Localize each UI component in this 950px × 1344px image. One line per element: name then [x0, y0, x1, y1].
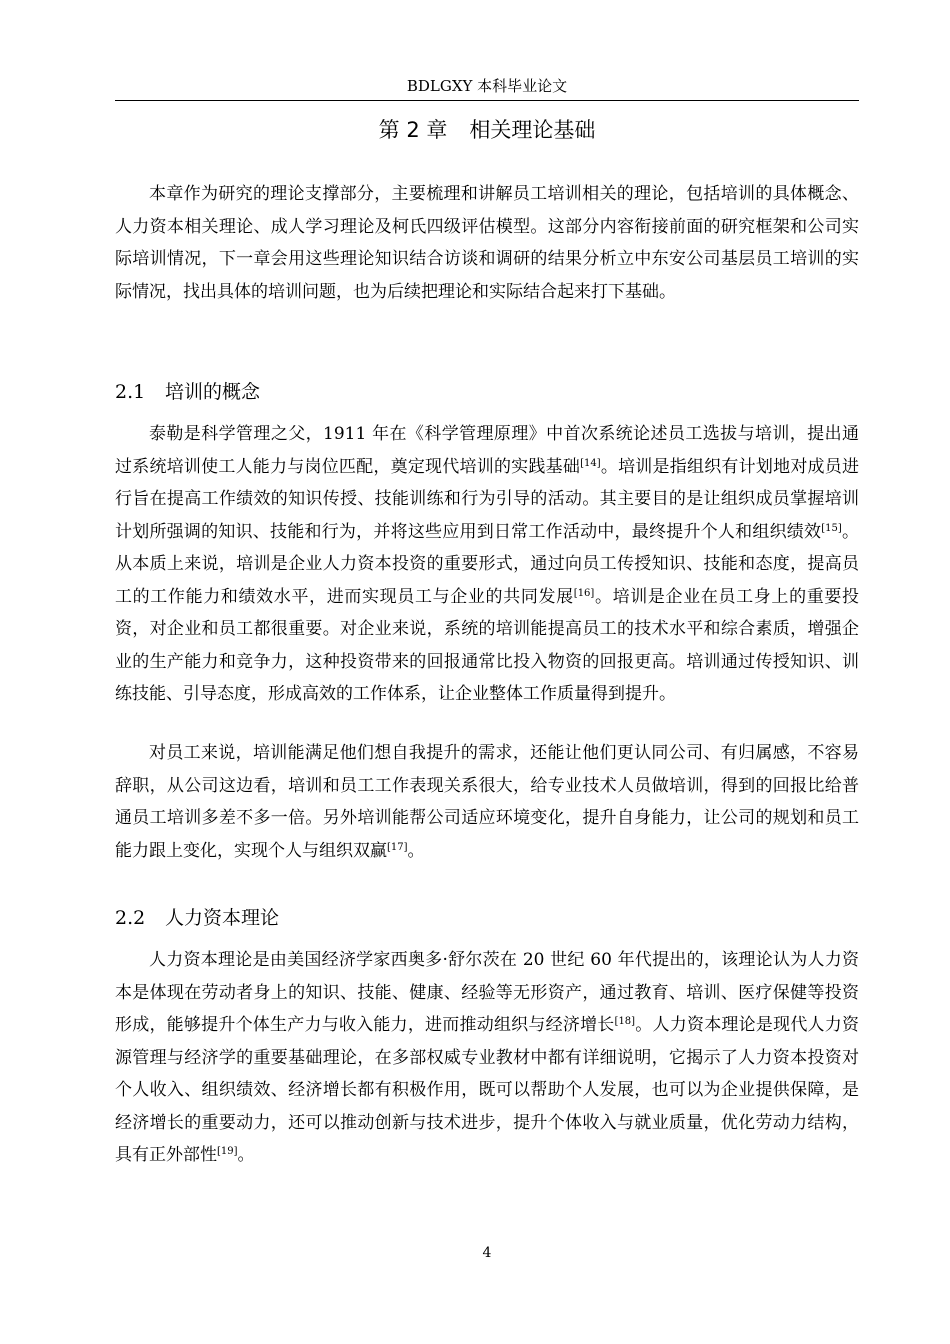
- intro-paragraph: 本章作为研究的理论支撑部分，主要梳理和讲解员工培训相关的理论，包括培训的具体概念、人力资本相关理论、成人学习理论及柯氏四级评估模型。这部分内容衔接前面的研究框架和公司实际培训情况，下一章会用这些理论知识结合访谈和调研的结果分析立中东安公司基层员工培训的实际情况，找出具体的培训问题，也为后续把理论和实际结合起来打下基础。: [115, 184, 859, 302]
- citation: [15]: [821, 522, 842, 534]
- citation: [19]: [217, 1146, 238, 1157]
- running-header: BDLGXY 本科毕业论文: [406, 77, 568, 95]
- chapter-number: 第 2 章: [378, 118, 448, 142]
- section-2-1-paragraph-2: 对员工来说，培训能满足他们想自我提升的需求，还能让他们更认同公司、有归属感，不容易辞职，从公司这边看，培训和员工工作表现关系很大，给专业技术人员做培训，得到的回报比给普通员工培训多差不多一倍。另外培训能帮公司适应环境变化，提升自身能力，让公司的规划和员工能力跟上变化，实现个人与组织双赢[17]。: [115, 743, 859, 861]
- chapter-name: 相关理论基础: [469, 118, 596, 142]
- section-heading-2-1: [115, 379, 859, 405]
- chapter-title: [115, 116, 859, 144]
- header-rule: [115, 100, 859, 101]
- section-title: 人力资本理论: [165, 907, 280, 929]
- section-2-2-paragraph-1: 人力资本理论是由美国经济学家西奥多·舒尔茨在 20 世纪 60 年代提出的，该理论认为人力资本是体现在劳动者身上的知识、技能、健康、经验等无形资产，通过教育、培训、医疗保健等投资形成，能够提升个体生产力与收入能力，进而推动组织与经济增长[18]。人力资本理论是现代人力资源管理与经济学的重要基础理论，在多部权威专业教材中都有详细说明，它揭示了人力资本投资对个人收入、组织绩效、经济增长都有积极作用，既可以帮助个人发展，也可以为企业提供保障，是经济增长的重要动力，还可以推动创新与技术进步，提升个体收入与就业质量，优化劳动力结构，具有正外部性[19]。: [115, 950, 860, 1165]
- section-number: 2.2: [115, 907, 146, 929]
- citation: [17]: [387, 841, 408, 853]
- section-number: 2.1: [115, 381, 146, 403]
- section-title: 培训的概念: [165, 381, 261, 403]
- citation: [18]: [614, 1016, 636, 1027]
- section-2-1-paragraph-1: 泰勒是科学管理之父，1911 年在《科学管理原理》中首次系统论述员工选拔与培训，提出通过系统培训使工人能力与岗位匹配，奠定现代培训的实践基础[14]。培训是指组织有计划地对成员进行旨在提高工作绩效的知识传授、技能训练和行为引导的活动。其主要目的是让组织成员掌握培训计划所强调的知识、技能和行为，并将这些应用到日常工作活动中，最终提升个人和组织绩效[15]。从本质上来说，培训是企业人力资本投资的重要形式，通过向员工传授知识、技能和态度，提高员工的工作能力和绩效水平，进而实现员工与企业的共同发展[16]。培训是企业在员工身上的重要投资，对企业和员工都很重要。对企业来说，系统的培训能提高员工的技术水平和综合素质，增强企业的生产能力和竞争力，这种投资带来的回报通常比投入物资的回报更高。培训通过传授知识、训练技能、引导态度，形成高效的工作体系，让企业整体工作质量得到提升。: [115, 424, 860, 704]
- section-heading-2-2: [115, 905, 859, 931]
- citation: [16]: [573, 587, 595, 599]
- page-number: 4: [482, 1245, 492, 1261]
- citation: [14]: [580, 457, 601, 469]
